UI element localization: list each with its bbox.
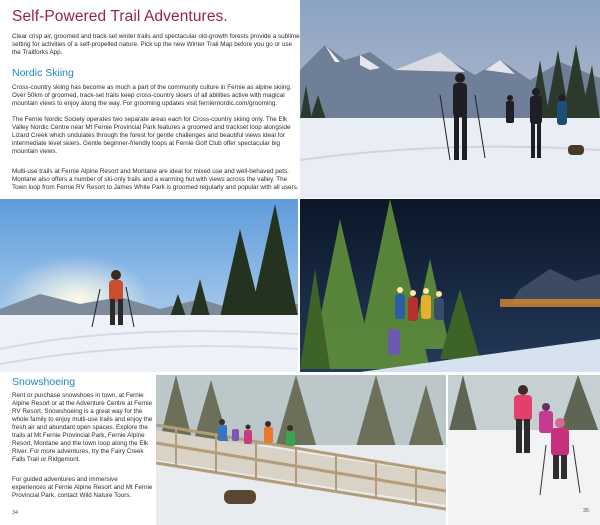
nordic-paragraph-3: Multi-use trails at Fernie Alpine Resort and Montane are ideal for mixed use and well-behaved pets. Montane also offers a number of ski-only trails and a warming hut with views across the valley. The Town loop from Fernie RV Resort to James White Park is groomed regularly and popular with all users. — [12, 168, 299, 191]
page-number-left: 34 — [12, 510, 19, 516]
photo-night-skiers — [300, 199, 600, 372]
page-title: Self-Powered Trail Adventures. — [12, 8, 228, 25]
intro-paragraph: Clear crisp air, groomed and track-set winter trails and spectacular old-growth forests provide a sublime setting for activities of a self-propelled nature. Pick up the new Winter Trail Map before you go or use the Trailforks App. — [12, 33, 300, 56]
nordic-heading: Nordic Skiing — [12, 67, 74, 79]
photo-sunset-skier — [0, 199, 298, 372]
snowshoe-paragraph-1: Rent or purchase snowshoes in town, at Fernie Alpine Resort or at the Adventure Centre at Fernie RV Resort. Snowshoeing is a great way for the whole family to enjoy multi-use trails and enjoy the fresh air and abundant open spaces. Explore the trails at Mt Fernie Provincial Park, Fernie Alpine Resort, Montane and the town loop along the Elk River. For more adventures, try the Fairy Creek Falls Trail or Ridgemont. — [12, 392, 153, 463]
nordic-paragraph-1: Cross-country skiing has become as much a part of the community culture in Fernie as alpine skiing. Over 50km of groomed, track-set trails keep cross-country skiers of all abilities active with magical mountain views to enjoy along the way. For grooming updates visit ferniernordic.com/grooming. — [12, 84, 292, 107]
page-number-right: 35 — [583, 508, 590, 514]
photo-bridge-snowshoers — [156, 375, 446, 525]
nordic-paragraph-2: The Fernie Nordic Society operates two separate areas each for Cross-country skiing only. The Elk Valley Nordic Centre near Mt Fernie Provincial Park features a groomed and trackset loop alongside Lizard Creek which undulates through the forest for gentle challenges and beautiful views ideal for intermediate level skiers. Gentle beginner-friendly loops at Fernie Golf Club offer spectacular big mountain views. — [12, 116, 291, 155]
snowshoe-paragraph-2: For guided adventures and immersive experiences at Fernie Alpine Resort and Mt Fernie Provincial Park, contact Wild Nature Tours. — [12, 476, 153, 499]
photo-family-snowshoeing — [448, 375, 600, 525]
snowshoe-heading: Snowshoeing — [12, 376, 76, 388]
photo-mountain-skiers — [300, 0, 600, 198]
